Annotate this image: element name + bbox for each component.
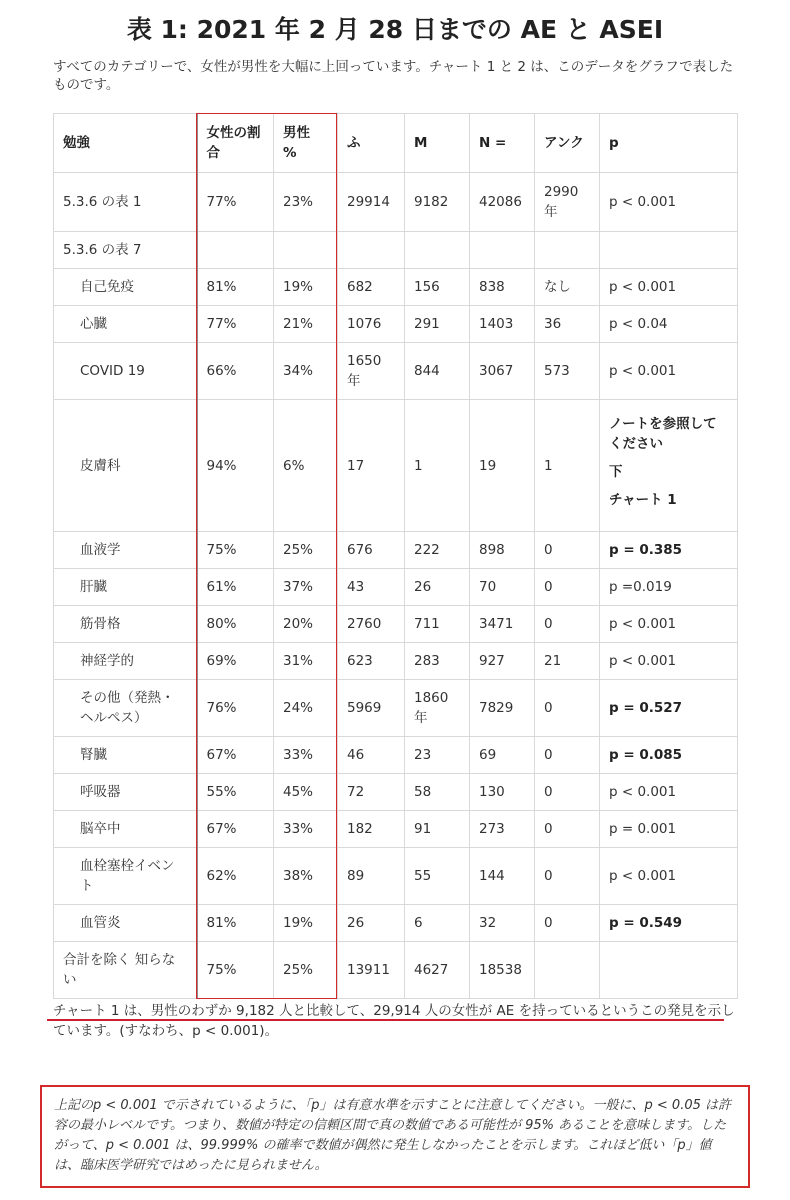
- cell-female: 81%: [197, 905, 274, 942]
- cell-male: 6%: [274, 400, 338, 532]
- p-note-line: ノートを参照してください: [609, 415, 717, 452]
- cell-female: 66%: [197, 343, 274, 400]
- cell-unknown: 0: [535, 532, 600, 569]
- cell-study: 血栓塞栓イベント: [54, 848, 197, 905]
- cell-female: 69%: [197, 643, 274, 680]
- cell-study: その他（発熱・ヘルペス）: [54, 680, 197, 737]
- cell-p: p < 0.001: [600, 269, 738, 306]
- cell-f: 17: [338, 400, 405, 532]
- cell-female: 55%: [197, 774, 274, 811]
- header-study: 勉強: [54, 114, 197, 173]
- cell-male: 25%: [274, 532, 338, 569]
- cell-m: 844: [405, 343, 470, 400]
- cell-female: 77%: [197, 173, 274, 232]
- cell-f: 1076: [338, 306, 405, 343]
- cell-f: 182: [338, 811, 405, 848]
- table-body: [54, 173, 738, 999]
- cell-p: p < 0.001: [600, 774, 738, 811]
- cell-m: 4627: [405, 942, 470, 999]
- cell-n: 18538: [470, 942, 535, 999]
- header-p: p: [600, 114, 738, 173]
- header-male: 男性 %: [274, 114, 338, 173]
- cell-male: 25%: [274, 942, 338, 999]
- table-row: [54, 569, 738, 606]
- cell-male: 23%: [274, 173, 338, 232]
- cell-p: p < 0.001: [600, 343, 738, 400]
- header-female: 女性の割合: [197, 114, 274, 173]
- cell-n: 19: [470, 400, 535, 532]
- cell-n: 69: [470, 737, 535, 774]
- cell-m: 58: [405, 774, 470, 811]
- cell-study: 血液学: [54, 532, 197, 569]
- cell-unknown: 0: [535, 848, 600, 905]
- cell-f: 89: [338, 848, 405, 905]
- cell-n: 144: [470, 848, 535, 905]
- cell-f: 2760: [338, 606, 405, 643]
- cell-m: 291: [405, 306, 470, 343]
- cell-n: 7829: [470, 680, 535, 737]
- highlight-underline: [47, 1019, 724, 1021]
- p-note-line: チャート 1: [609, 491, 677, 508]
- cell-male: 45%: [274, 774, 338, 811]
- table-row: [54, 269, 738, 306]
- cell-female: 75%: [197, 532, 274, 569]
- cell-n: 927: [470, 643, 535, 680]
- cell-study: 肝臓: [54, 569, 197, 606]
- cell-female: 67%: [197, 811, 274, 848]
- cell-p: p = 0.549: [600, 905, 738, 942]
- cell-study: 呼吸器: [54, 774, 197, 811]
- cell-n: 130: [470, 774, 535, 811]
- cell-m: 222: [405, 532, 470, 569]
- cell-study: 5.3.6 の表 7: [54, 232, 197, 269]
- cell-n: 1403: [470, 306, 535, 343]
- table-header-row: [54, 114, 738, 173]
- table-row: [54, 400, 738, 532]
- cell-m: 91: [405, 811, 470, 848]
- table-row: [54, 905, 738, 942]
- cell-study: 脳卒中: [54, 811, 197, 848]
- cell-f: 682: [338, 269, 405, 306]
- cell-study: 腎臓: [54, 737, 197, 774]
- cell-f: 13911: [338, 942, 405, 999]
- cell-p: p < 0.04: [600, 306, 738, 343]
- table-row: [54, 643, 738, 680]
- cell-study: 筋骨格: [54, 606, 197, 643]
- table-row: [54, 737, 738, 774]
- cell-study: 皮膚科: [54, 400, 197, 532]
- cell-p: [600, 400, 738, 532]
- cell-unknown: 0: [535, 737, 600, 774]
- table-row: [54, 232, 738, 269]
- cell-n: 3067: [470, 343, 535, 400]
- cell-study: 血管炎: [54, 905, 197, 942]
- cell-female: 62%: [197, 848, 274, 905]
- cell-female: 76%: [197, 680, 274, 737]
- significance-note-box: 上記のp < 0.001 で示されているように、「p」は有意水準を示すことに注意してください。一般に、p < 0.05 は許容の最小レベルです。つまり、数値が特定の信頼区間で真の数値である可能性が 95% あることを意味します。したがって、p < 0.001 は、99.999% の確率で数値が偶然に発生しなかったことを示します。これほど低い「p」値は、臨床医学研究ではめったに見られません。: [40, 1085, 750, 1188]
- cell-f: 5969: [338, 680, 405, 737]
- table-row: [54, 306, 738, 343]
- header-m: M: [405, 114, 470, 173]
- header-unknown: アンク: [535, 114, 600, 173]
- cell-study: 自己免疫: [54, 269, 197, 306]
- cell-p: [600, 942, 738, 999]
- table-row: [54, 942, 738, 999]
- cell-female: [197, 232, 274, 269]
- cell-f: [338, 232, 405, 269]
- cell-female: 75%: [197, 942, 274, 999]
- cell-female: 77%: [197, 306, 274, 343]
- cell-n: 70: [470, 569, 535, 606]
- cell-n: [470, 232, 535, 269]
- cell-unknown: [535, 942, 600, 999]
- cell-study: 心臓: [54, 306, 197, 343]
- cell-female: 67%: [197, 737, 274, 774]
- table-row: [54, 774, 738, 811]
- cell-study: COVID 19: [54, 343, 197, 400]
- cell-unknown: 2990 年: [535, 173, 600, 232]
- cell-f: 72: [338, 774, 405, 811]
- cell-n: 32: [470, 905, 535, 942]
- cell-m: 283: [405, 643, 470, 680]
- cell-f: 43: [338, 569, 405, 606]
- cell-p: p = 0.001: [600, 811, 738, 848]
- p-note-line: 下: [609, 463, 623, 480]
- cell-unknown: 0: [535, 811, 600, 848]
- cell-female: 80%: [197, 606, 274, 643]
- cell-male: 33%: [274, 737, 338, 774]
- cell-male: 19%: [274, 269, 338, 306]
- cell-m: 55: [405, 848, 470, 905]
- cell-unknown: 0: [535, 905, 600, 942]
- cell-m: 23: [405, 737, 470, 774]
- table-row: [54, 680, 738, 737]
- cell-male: 20%: [274, 606, 338, 643]
- cell-p: p = 0.385: [600, 532, 738, 569]
- cell-unknown: 1: [535, 400, 600, 532]
- cell-f: 26: [338, 905, 405, 942]
- header-n: N =: [470, 114, 535, 173]
- cell-unknown: 0: [535, 774, 600, 811]
- cell-f: 46: [338, 737, 405, 774]
- cell-n: 3471: [470, 606, 535, 643]
- cell-m: 156: [405, 269, 470, 306]
- cell-p: p =0.019: [600, 569, 738, 606]
- cell-m: 26: [405, 569, 470, 606]
- table-row: [54, 343, 738, 400]
- table-row: [54, 606, 738, 643]
- cell-m: 6: [405, 905, 470, 942]
- cell-male: 31%: [274, 643, 338, 680]
- cell-study: 合計を除く 知らない: [54, 942, 197, 999]
- table-row: [54, 848, 738, 905]
- cell-unknown: 36: [535, 306, 600, 343]
- cell-unknown: 0: [535, 680, 600, 737]
- cell-male: 19%: [274, 905, 338, 942]
- ae-table: [53, 113, 738, 999]
- cell-male: 37%: [274, 569, 338, 606]
- cell-p: p < 0.001: [600, 848, 738, 905]
- cell-male: 38%: [274, 848, 338, 905]
- cell-p: p = 0.085: [600, 737, 738, 774]
- cell-female: 81%: [197, 269, 274, 306]
- table-row: [54, 173, 738, 232]
- cell-p: p < 0.001: [600, 606, 738, 643]
- cell-p: p < 0.001: [600, 173, 738, 232]
- cell-male: 21%: [274, 306, 338, 343]
- cell-male: 34%: [274, 343, 338, 400]
- cell-f: 1650 年: [338, 343, 405, 400]
- cell-male: 33%: [274, 811, 338, 848]
- cell-study: 5.3.6 の表 1: [54, 173, 197, 232]
- cell-f: 623: [338, 643, 405, 680]
- cell-unknown: なし: [535, 269, 600, 306]
- table-row: [54, 811, 738, 848]
- cell-n: 273: [470, 811, 535, 848]
- cell-unknown: 0: [535, 606, 600, 643]
- cell-m: 711: [405, 606, 470, 643]
- cell-unknown: 0: [535, 569, 600, 606]
- chart-note-paragraph: チャート 1 は、男性のわずか 9,182 人と比較して、29,914 人の女性が AE を持っているというこの発見を示しています。(すなわち、p < 0.001)。: [53, 1003, 735, 1039]
- cell-n: 838: [470, 269, 535, 306]
- cell-p: p < 0.001: [600, 643, 738, 680]
- cell-m: [405, 232, 470, 269]
- cell-p: [600, 232, 738, 269]
- cell-female: 94%: [197, 400, 274, 532]
- cell-female: 61%: [197, 569, 274, 606]
- cell-f: 29914: [338, 173, 405, 232]
- page-title: 表 1: 2021 年 2 月 28 日までの AE と ASEI: [126, 15, 664, 44]
- cell-m: 1: [405, 400, 470, 532]
- cell-m: 1860 年: [405, 680, 470, 737]
- intro-paragraph: すべてのカテゴリーで、女性が男性を大幅に上回っています。チャート 1 と 2 は、このデータをグラフで表したものです。: [53, 59, 734, 93]
- cell-male: 24%: [274, 680, 338, 737]
- cell-study: 神経学的: [54, 643, 197, 680]
- cell-unknown: 21: [535, 643, 600, 680]
- cell-n: 42086: [470, 173, 535, 232]
- cell-unknown: [535, 232, 600, 269]
- cell-p: p = 0.527: [600, 680, 738, 737]
- cell-unknown: 573: [535, 343, 600, 400]
- table-row: [54, 532, 738, 569]
- header-f: ふ: [338, 114, 405, 173]
- cell-m: 9182: [405, 173, 470, 232]
- cell-f: 676: [338, 532, 405, 569]
- cell-male: [274, 232, 338, 269]
- cell-n: 898: [470, 532, 535, 569]
